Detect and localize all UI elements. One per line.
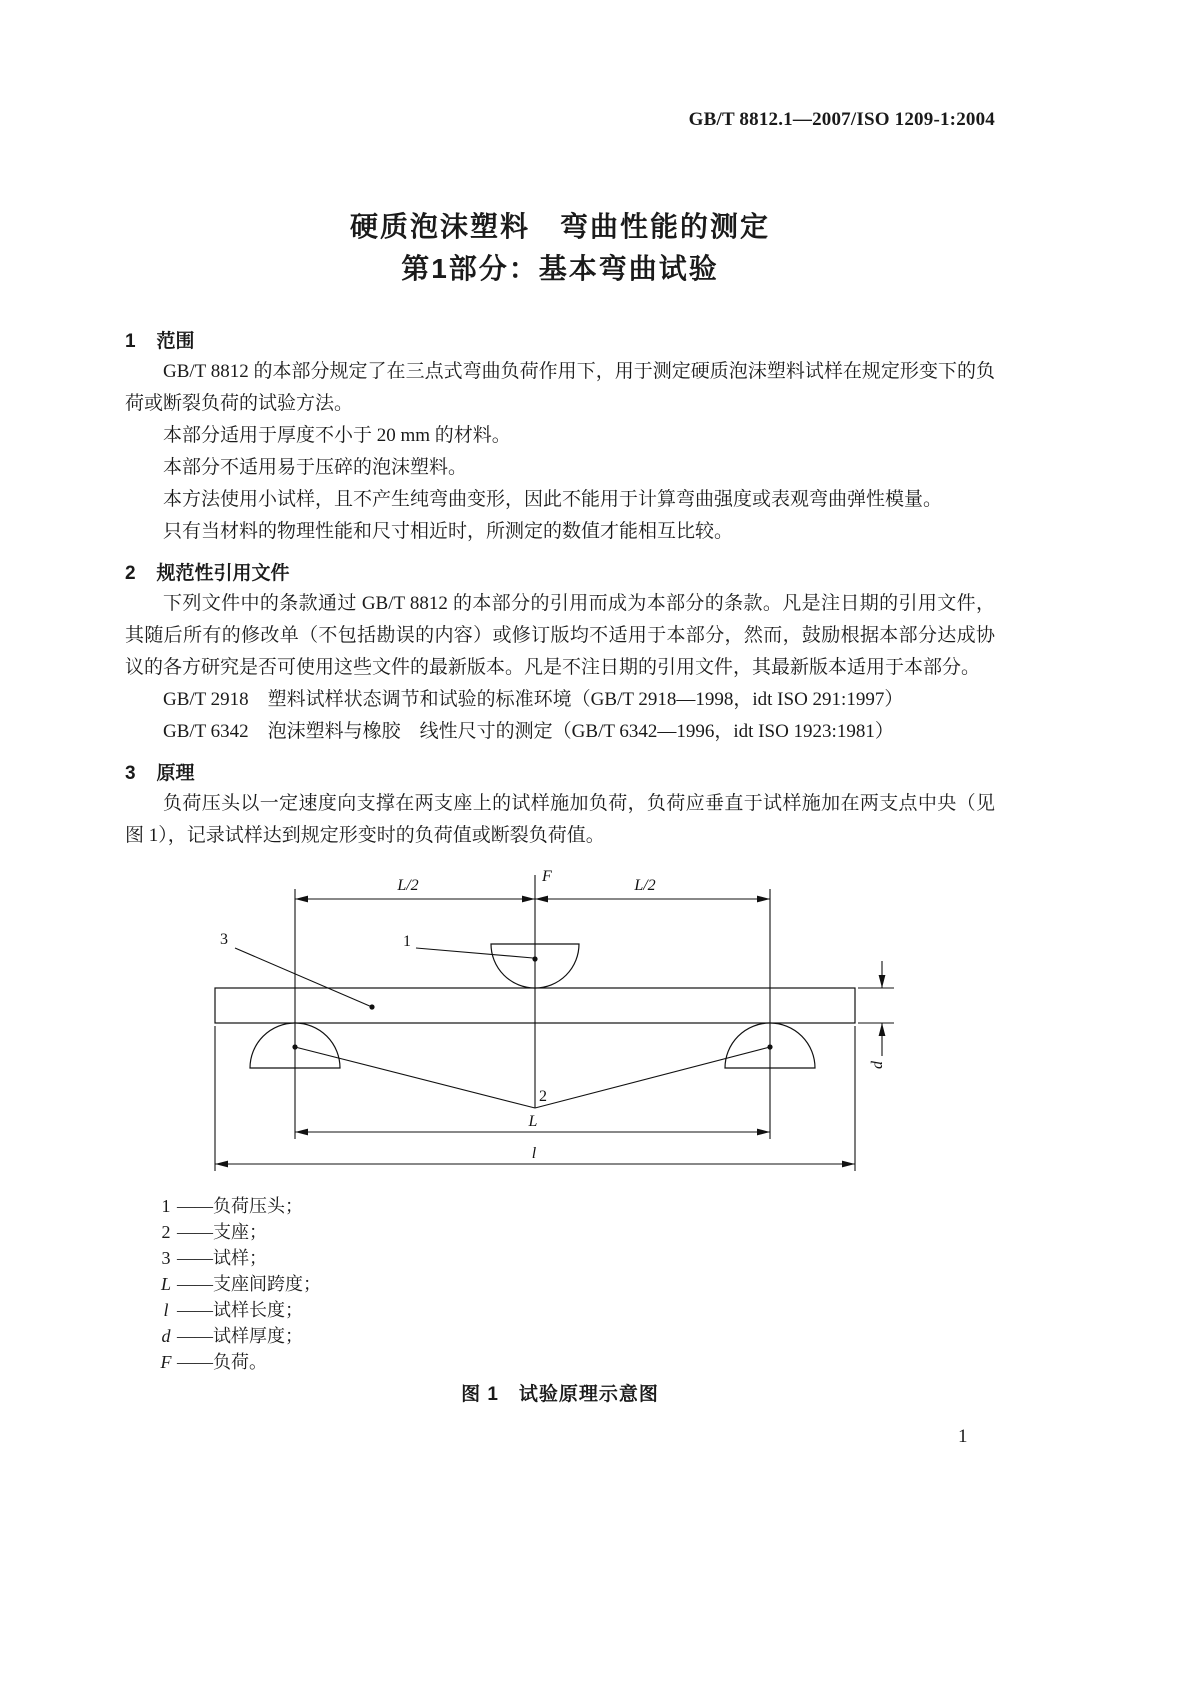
figure-1-container bbox=[150, 860, 995, 1185]
half-span-label-right: L/2 bbox=[634, 877, 656, 894]
document-title-line2: 第1部分：基本弯曲试验 bbox=[401, 253, 719, 284]
legend-text: ——支座间跨度； bbox=[177, 1274, 321, 1294]
part-label-1: 1 bbox=[403, 933, 411, 950]
figure-1-diagram bbox=[150, 860, 930, 1180]
section-3-title: 原理 bbox=[156, 763, 195, 784]
legend-text: ——负荷压头； bbox=[177, 1196, 303, 1216]
references-paragraph: 下列文件中的条款通过 GB/T 8812 的本部分的引用而成为本部分的条款。凡是注日期的引用文件，其随后所有的修改单（不包括勘误的内容）或修订版均不适用于本部分，然而，鼓励根据本部分达成协议的各方研究是否可使用这些文件的最新版本。凡是不注日期的引用文件，其最新版本适用于本部分。 bbox=[125, 593, 995, 678]
section-3-number: 3 bbox=[125, 763, 136, 784]
section-2-heading bbox=[125, 560, 995, 588]
thickness-label: d bbox=[869, 1061, 886, 1069]
legend-item-specimen bbox=[155, 1245, 995, 1271]
document-title-line1: 硬质泡沫塑料 弯曲性能的测定 bbox=[349, 211, 770, 242]
page-number: 1 bbox=[958, 1426, 968, 1447]
figure-legend bbox=[125, 1193, 995, 1375]
legend-text: ——支座； bbox=[177, 1222, 267, 1242]
standard-number-header: GB/T 8812.1—2007/ISO 1209-1:2004 bbox=[688, 109, 995, 130]
part-label-3: 3 bbox=[220, 931, 228, 948]
legend-item-thickness bbox=[155, 1323, 995, 1349]
section-1-title: 范围 bbox=[156, 331, 195, 352]
section-3-heading bbox=[125, 760, 995, 788]
figure-caption: 图 1 试验原理示意图 bbox=[461, 1384, 659, 1405]
section-2-title: 规范性引用文件 bbox=[156, 563, 290, 584]
legend-item-support bbox=[155, 1219, 995, 1245]
force-label: F bbox=[542, 868, 552, 885]
legend-item-length bbox=[155, 1297, 995, 1323]
legend-symbol: 3 bbox=[161, 1248, 171, 1268]
span-label: L bbox=[528, 1113, 538, 1130]
legend-text: ——试样； bbox=[177, 1248, 267, 1268]
reference-item-2: GB/T 6342 泡沫塑料与橡胶 线性尺寸的测定（GB/T 6342—1996，idt ISO 1923:1981） bbox=[163, 721, 894, 742]
scope-paragraph-4: 本方法使用小试样，且不产生纯弯曲变形，因此不能用于计算弯曲强度或表观弯曲弹性模量。 bbox=[163, 489, 943, 510]
section-1-number: 1 bbox=[125, 331, 136, 352]
part-label-2: 2 bbox=[539, 1088, 547, 1105]
legend-text: ——试样长度； bbox=[177, 1300, 303, 1320]
length-label: l bbox=[531, 1145, 537, 1162]
legend-item-force bbox=[155, 1349, 995, 1375]
scope-paragraph-5: 只有当材料的物理性能和尺寸相近时，所测定的数值才能相互比较。 bbox=[163, 521, 734, 542]
legend-symbol: d bbox=[161, 1326, 171, 1346]
legend-text: ——负荷。 bbox=[177, 1352, 267, 1372]
legend-symbol: F bbox=[160, 1352, 172, 1372]
scope-paragraph-2: 本部分适用于厚度不小于 20 mm 的材料。 bbox=[163, 425, 511, 446]
legend-symbol: 1 bbox=[161, 1196, 171, 1216]
legend-item-span bbox=[155, 1271, 995, 1297]
legend-item-load-head bbox=[155, 1193, 995, 1219]
section-2-number: 2 bbox=[125, 563, 136, 584]
reference-item-1: GB/T 2918 塑料试样状态调节和试验的标准环境（GB/T 2918—1998，idt ISO 291:1997） bbox=[163, 689, 904, 710]
title-block bbox=[125, 206, 995, 290]
legend-symbol: l bbox=[163, 1300, 169, 1320]
legend-text: ——试样厚度； bbox=[177, 1326, 303, 1346]
legend-symbol: 2 bbox=[161, 1222, 171, 1242]
document-content bbox=[125, 0, 995, 1409]
principle-paragraph: 负荷压头以一定速度向支撑在两支座上的试样施加负荷，负荷应垂直于试样施加在两支点中央（见图 1），记录试样达到规定形变时的负荷值或断裂负荷值。 bbox=[125, 793, 995, 846]
scope-paragraph-1: GB/T 8812 的本部分规定了在三点式弯曲负荷作用下，用于测定硬质泡沫塑料试样在规定形变下的负荷或断裂负荷的试验方法。 bbox=[125, 361, 995, 414]
scope-paragraph-3: 本部分不适用易于压碎的泡沫塑料。 bbox=[163, 457, 468, 478]
legend-symbol: L bbox=[160, 1274, 171, 1294]
half-span-label-left: L/2 bbox=[397, 877, 419, 894]
section-1-heading bbox=[125, 328, 995, 356]
